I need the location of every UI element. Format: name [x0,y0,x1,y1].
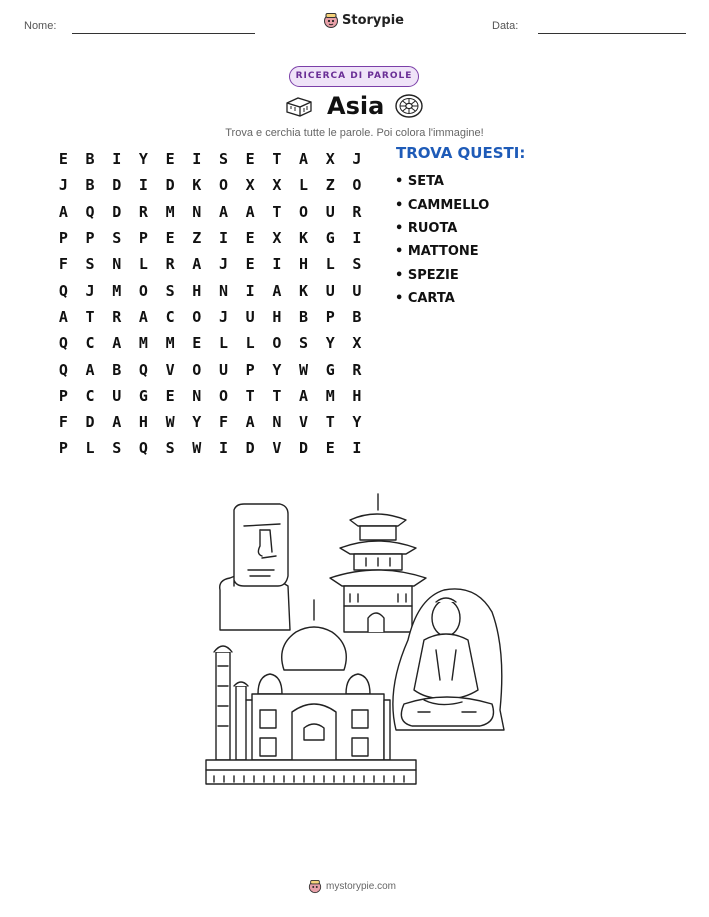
grid-letter[interactable]: U [325,281,335,300]
grid-letter[interactable]: L [325,255,335,274]
grid-letter[interactable]: E [165,229,175,248]
grid-letter[interactable]: E [165,150,175,169]
grid-letter[interactable]: J [352,150,362,169]
grid-letter[interactable]: S [299,334,309,353]
grid-letter[interactable]: L [245,334,255,353]
grid-letter[interactable]: A [245,413,255,432]
grid-letter[interactable]: H [272,307,282,326]
grid-letter[interactable]: A [245,202,255,221]
grid-row [50,383,370,409]
grid-letter[interactable]: Z [325,176,335,195]
grid-letter[interactable]: P [245,360,255,379]
grid-letter[interactable]: L [138,255,148,274]
grid-letter[interactable]: X [325,150,335,169]
grid-letter[interactable]: Y [192,413,202,432]
grid-letter[interactable]: P [85,229,95,248]
grid-letter[interactable]: B [352,307,362,326]
grid-letter[interactable]: I [218,229,228,248]
word-list-item: • RUOTA [395,220,458,236]
grid-letter[interactable]: J [85,281,95,300]
grid-letter[interactable]: B [85,150,95,169]
grid-letter[interactable]: E [58,150,68,169]
grid-letter[interactable]: Y [352,413,362,432]
grid-letter[interactable]: I [138,176,148,195]
grid-letter[interactable]: E [192,334,202,353]
grid-letter[interactable]: O [218,176,228,195]
grid-letter[interactable]: D [165,176,175,195]
grid-row [50,304,370,330]
brick-icon [284,94,314,118]
word-list-item: • SETA [395,174,444,190]
grid-letter[interactable]: D [112,176,122,195]
grid-letter[interactable]: D [245,439,255,458]
grid-letter[interactable]: U [245,307,255,326]
footer [308,879,396,894]
grid-row [50,199,370,225]
grid-letter[interactable]: S [112,229,122,248]
grid-letter[interactable]: J [218,307,228,326]
word-list [395,170,489,310]
grid-letter[interactable]: U [112,386,122,405]
pagoda-drawing [330,494,426,632]
grid-letter[interactable]: P [58,386,68,405]
asia-landmarks-coloring-illustration[interactable] [200,490,520,790]
grid-letter[interactable]: E [165,386,175,405]
grid-row [50,435,370,461]
grid-letter[interactable]: N [272,413,282,432]
grid-letter[interactable]: K [299,281,309,300]
grid-letter[interactable]: P [138,229,148,248]
grid-letter[interactable]: R [112,307,122,326]
grid-letter[interactable]: H [192,281,202,300]
grid-letter[interactable]: M [165,202,175,221]
grid-letter[interactable]: W [299,360,309,379]
grid-letter[interactable]: T [85,307,95,326]
grid-letter[interactable]: S [165,439,175,458]
grid-letter[interactable]: T [325,413,335,432]
grid-letter[interactable]: O [352,176,362,195]
grid-letter[interactable]: Y [325,334,335,353]
grid-letter[interactable]: A [58,202,68,221]
grid-letter[interactable]: A [299,386,309,405]
grid-letter[interactable]: P [325,307,335,326]
grid-letter[interactable]: Q [58,360,68,379]
grid-letter[interactable]: T [245,386,255,405]
grid-letter[interactable]: A [85,360,95,379]
grid-letter[interactable]: O [272,334,282,353]
grid-letter[interactable]: A [272,281,282,300]
grid-letter[interactable]: N [192,386,202,405]
word-list-item: • CARTA [395,291,455,307]
grid-letter[interactable]: E [245,150,255,169]
brand-logo [323,12,404,29]
grid-letter[interactable]: C [85,334,95,353]
grid-letter[interactable]: H [352,386,362,405]
word-list-item: • SPEZIE [395,267,459,283]
grid-letter[interactable]: A [112,413,122,432]
grid-letter[interactable]: Y [272,360,282,379]
grid-letter[interactable]: C [85,386,95,405]
grid-letter[interactable]: I [352,439,362,458]
grid-letter[interactable]: U [352,281,362,300]
grid-letter[interactable]: S [218,150,228,169]
grid-letter[interactable]: G [138,386,148,405]
grid-letter[interactable]: I [218,439,228,458]
wheel-icon [394,93,424,119]
grid-letter[interactable]: U [218,360,228,379]
grid-letter[interactable]: R [352,202,362,221]
grid-row [50,356,370,382]
grid-letter[interactable]: E [325,439,335,458]
grid-letter[interactable]: C [165,307,175,326]
grid-letter[interactable]: R [138,202,148,221]
grid-row [50,146,370,172]
grid-letter[interactable]: T [272,150,282,169]
storypie-mascot-icon [308,879,322,894]
date-line[interactable] [538,33,686,34]
page-title: Asia [327,92,385,120]
grid-letter[interactable]: N [112,255,122,274]
brand-name: Storypie [342,13,404,28]
grid-letter[interactable]: Q [58,281,68,300]
instructions: Trova e cerchia tutte le parole. Poi colora l'immagine! [225,127,484,139]
grid-letter[interactable]: Q [138,439,148,458]
word-list-item: • MATTONE [395,244,479,260]
grid-letter[interactable]: L [85,439,95,458]
grid-letter[interactable]: N [192,202,202,221]
footer-url[interactable]: mystorypie.com [326,881,397,892]
word-list-item: • CAMMELLO [395,197,490,213]
grid-letter[interactable]: X [272,229,282,248]
storypie-mascot-icon [323,12,339,29]
grid-letter[interactable]: W [192,439,202,458]
grid-letter[interactable]: F [58,413,68,432]
grid-row [50,330,370,356]
grid-letter[interactable]: Y [138,150,148,169]
grid-letter[interactable]: D [299,439,309,458]
grid-letter[interactable]: O [218,386,228,405]
grid-letter[interactable]: P [58,229,68,248]
grid-letter[interactable]: I [352,229,362,248]
grid-letter[interactable]: R [352,360,362,379]
grid-letter[interactable]: G [325,360,335,379]
grid-row [50,225,370,251]
grid-letter[interactable]: O [192,360,202,379]
grid-letter[interactable]: P [58,439,68,458]
grid-letter[interactable]: K [299,229,309,248]
grid-letter[interactable]: O [299,202,309,221]
grid-letter[interactable]: A [138,307,148,326]
grid-letter[interactable]: S [85,255,95,274]
word-list-title: TROVA QUESTI: [396,144,526,162]
grid-letter[interactable]: T [272,202,282,221]
grid-letter[interactable]: X [272,176,282,195]
grid-letter[interactable]: D [112,202,122,221]
grid-letter[interactable]: X [245,176,255,195]
word-search-grid[interactable] [50,146,370,462]
grid-letter[interactable]: L [218,334,228,353]
grid-letter[interactable]: X [352,334,362,353]
grid-letter[interactable]: Q [138,360,148,379]
grid-letter[interactable]: I [112,150,122,169]
grid-letter[interactable]: V [299,413,309,432]
grid-letter[interactable]: K [192,176,202,195]
grid-letter[interactable]: I [272,255,282,274]
grid-letter[interactable]: S [112,439,122,458]
grid-letter[interactable]: A [112,334,122,353]
grid-letter[interactable]: I [192,150,202,169]
grid-letter[interactable]: O [138,281,148,300]
name-label: Nome: [24,20,57,32]
grid-letter[interactable]: M [112,281,122,300]
grid-letter[interactable]: O [192,307,202,326]
grid-letter[interactable]: S [165,281,175,300]
grid-row [50,409,370,435]
grid-letter[interactable]: V [272,439,282,458]
grid-letter[interactable]: A [299,150,309,169]
grid-letter[interactable]: S [352,255,362,274]
grid-letter[interactable]: W [165,413,175,432]
grid-letter[interactable]: D [85,413,95,432]
grid-row [50,277,370,303]
grid-letter[interactable]: I [245,281,255,300]
grid-letter[interactable]: J [58,176,68,195]
moai-statue-drawing [220,504,290,630]
date-label: Data: [492,20,519,32]
grid-letter[interactable]: G [325,229,335,248]
grid-letter[interactable]: A [192,255,202,274]
grid-letter[interactable]: R [165,255,175,274]
grid-letter[interactable]: A [58,307,68,326]
grid-letter[interactable]: B [112,360,122,379]
grid-letter[interactable]: F [58,255,68,274]
grid-letter[interactable]: E [245,229,255,248]
grid-letter[interactable]: F [218,413,228,432]
grid-letter[interactable]: M [325,386,335,405]
grid-letter[interactable]: Q [85,202,95,221]
name-line[interactable] [72,33,255,34]
grid-letter[interactable]: M [138,334,148,353]
grid-letter[interactable]: T [272,386,282,405]
grid-letter[interactable]: B [299,307,309,326]
grid-letter[interactable]: A [218,202,228,221]
grid-row [50,172,370,198]
grid-letter[interactable]: H [299,255,309,274]
grid-letter[interactable]: M [165,334,175,353]
grid-letter[interactable]: U [325,202,335,221]
grid-row [50,251,370,277]
grid-letter[interactable]: J [218,255,228,274]
grid-letter[interactable]: N [218,281,228,300]
grid-letter[interactable]: B [85,176,95,195]
grid-letter[interactable]: V [165,360,175,379]
grid-letter[interactable]: E [245,255,255,274]
grid-letter[interactable]: L [299,176,309,195]
activity-type-badge: RICERCA DI PAROLE [289,66,419,87]
grid-letter[interactable]: Z [192,229,202,248]
title-row [280,92,430,122]
grid-letter[interactable]: H [138,413,148,432]
grid-letter[interactable]: Q [58,334,68,353]
